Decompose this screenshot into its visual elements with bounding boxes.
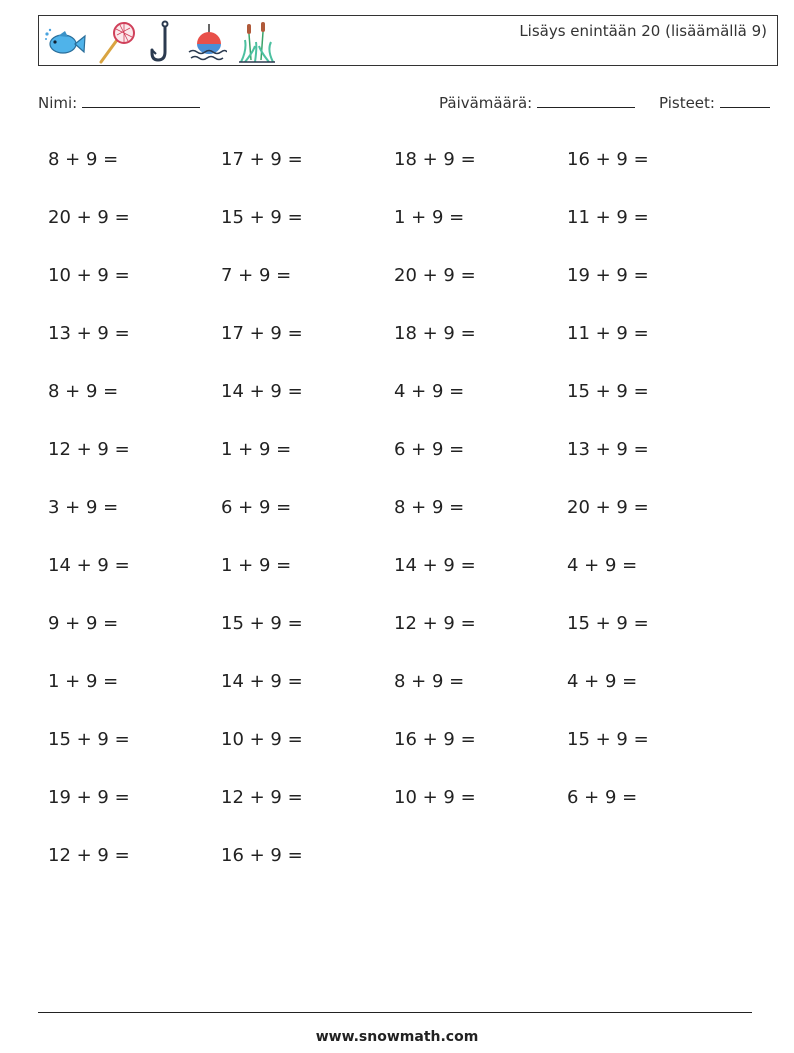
problem-item: 6 + 9 = — [221, 497, 292, 518]
problem-item: 13 + 9 = — [567, 439, 649, 460]
problem-item: 8 + 9 = — [394, 671, 465, 692]
problem-item: 15 + 9 = — [567, 381, 649, 402]
problem-item: 4 + 9 = — [394, 381, 465, 402]
problem-item: 12 + 9 = — [48, 845, 130, 866]
problem-item: 1 + 9 = — [48, 671, 119, 692]
problem-item: 20 + 9 = — [394, 265, 476, 286]
problem-item: 17 + 9 = — [221, 323, 303, 344]
problem-item: 8 + 9 = — [48, 381, 119, 402]
date-label: Päivämäärä: — [439, 94, 533, 112]
problem-item: 19 + 9 = — [567, 265, 649, 286]
problem-item: 6 + 9 = — [394, 439, 465, 460]
problem-item: 12 + 9 = — [221, 787, 303, 808]
problem-item: 15 + 9 = — [567, 613, 649, 634]
problem-item: 20 + 9 = — [48, 207, 130, 228]
problem-item: 14 + 9 = — [394, 555, 476, 576]
problem-item: 15 + 9 = — [567, 729, 649, 750]
problem-item: 17 + 9 = — [221, 149, 303, 170]
problem-item: 12 + 9 = — [394, 613, 476, 634]
problem-item: 12 + 9 = — [48, 439, 130, 460]
problem-item: 16 + 9 = — [221, 845, 303, 866]
problem-item: 11 + 9 = — [567, 323, 649, 344]
problem-item: 1 + 9 = — [221, 555, 292, 576]
problem-item: 19 + 9 = — [48, 787, 130, 808]
problem-item: 11 + 9 = — [567, 207, 649, 228]
problem-item: 4 + 9 = — [567, 671, 638, 692]
problem-item: 3 + 9 = — [48, 497, 119, 518]
problem-item: 8 + 9 = — [48, 149, 119, 170]
problem-item: 16 + 9 = — [394, 729, 476, 750]
problem-item: 14 + 9 = — [221, 381, 303, 402]
problem-item: 16 + 9 = — [567, 149, 649, 170]
problem-item: 7 + 9 = — [221, 265, 292, 286]
problem-item: 14 + 9 = — [48, 555, 130, 576]
problem-item: 10 + 9 = — [221, 729, 303, 750]
problem-item: 18 + 9 = — [394, 323, 476, 344]
problem-item: 4 + 9 = — [567, 555, 638, 576]
problem-item: 6 + 9 = — [567, 787, 638, 808]
problem-item: 9 + 9 = — [48, 613, 119, 634]
problem-item: 18 + 9 = — [394, 149, 476, 170]
problem-item: 8 + 9 = — [394, 497, 465, 518]
problem-item: 15 + 9 = — [48, 729, 130, 750]
problem-item: 1 + 9 = — [221, 439, 292, 460]
worksheet-title: Lisäys enintään 20 (lisäämällä 9) — [519, 22, 767, 40]
problem-item: 20 + 9 = — [567, 497, 649, 518]
name-label: Nimi: — [38, 94, 78, 112]
problem-item: 10 + 9 = — [48, 265, 130, 286]
problem-item: 13 + 9 = — [48, 323, 130, 344]
footer-url: www.snowmath.com — [315, 1029, 479, 1045]
problem-item: 15 + 9 = — [221, 613, 303, 634]
problem-item: 14 + 9 = — [221, 671, 303, 692]
problem-item: 1 + 9 = — [394, 207, 465, 228]
problem-item: 10 + 9 = — [394, 787, 476, 808]
footer-divider — [38, 1012, 752, 1013]
score-label: Pisteet: — [659, 94, 715, 112]
problem-item: 15 + 9 = — [221, 207, 303, 228]
